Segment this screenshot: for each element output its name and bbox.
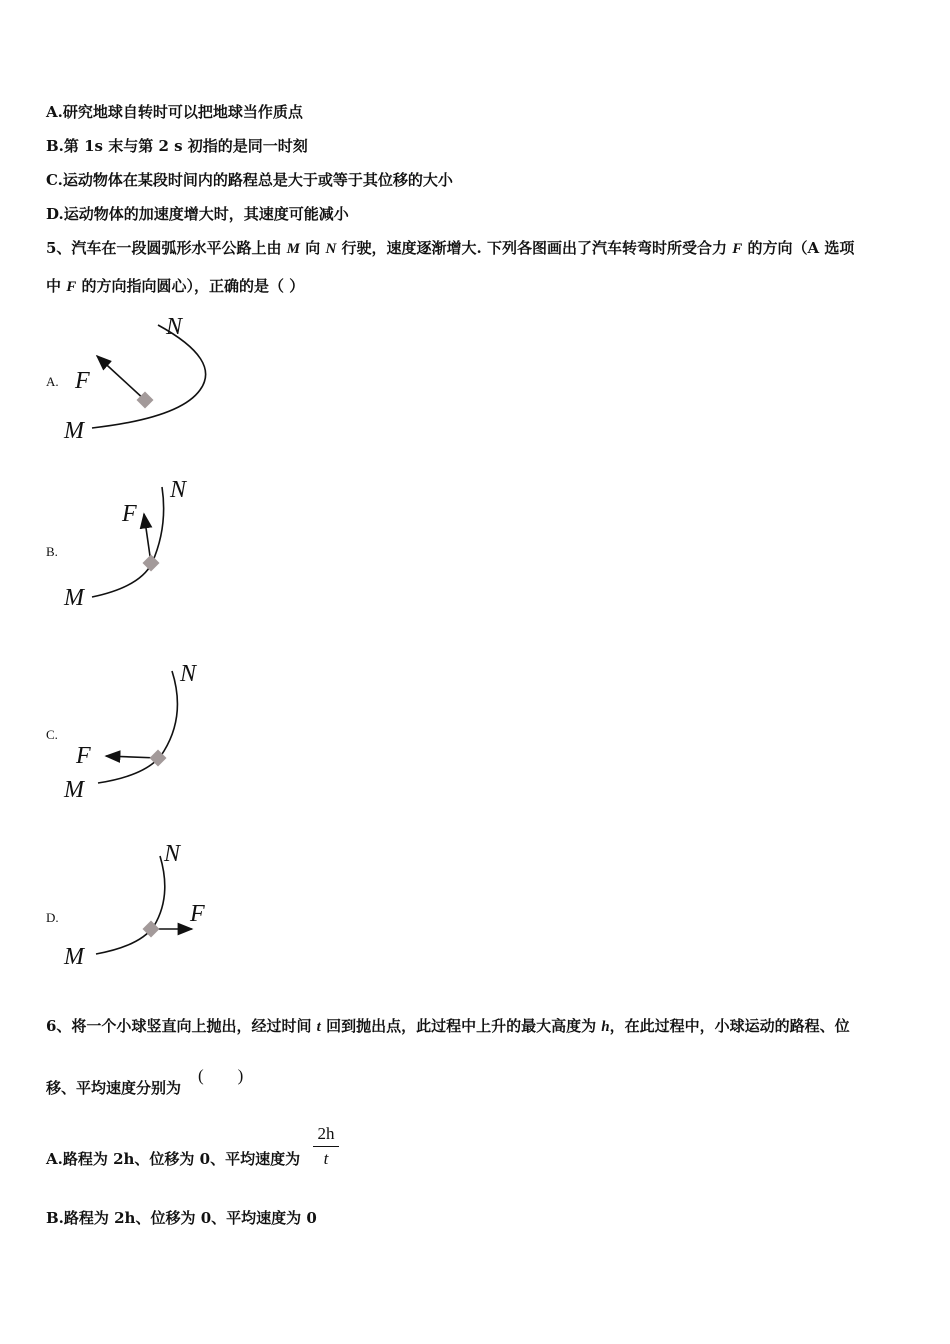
arc-path: [92, 325, 206, 428]
car-marker: [143, 555, 160, 572]
force-f-label: F: [76, 743, 91, 769]
q6-option-a: A.路程为 2h、位移为 0、平均速度为: [46, 1150, 301, 1168]
q5-var-f: F: [732, 241, 743, 257]
force-f-label: F: [190, 901, 205, 927]
q6-option-b: B.路程为 2h、位移为 0、平均速度为 0: [46, 1209, 317, 1227]
q4-option-c: C.运动物体在某段时间内的路程总是大于或等于其位移的大小: [46, 171, 453, 189]
q6-text: 回到抛出点，此过程中上升的最大高度为: [320, 1017, 602, 1035]
q4-option-d: D.运动物体的加速度增大时，其速度可能减小: [46, 205, 349, 223]
q5-text: 向: [300, 239, 326, 257]
fraction-denominator: t: [323, 1149, 329, 1168]
point-n-label: N: [166, 314, 183, 340]
figure-d-diagram: [60, 840, 220, 975]
q6-stem-line2: 移、平均速度分别为: [46, 1079, 182, 1097]
q6-text: 6、将一个小球竖直向上抛出，经过时间: [46, 1017, 317, 1035]
force-f-label: F: [122, 501, 137, 527]
point-m-label: M: [64, 585, 84, 611]
q5-text: 的方向指向圆心），正确的是（ ）: [76, 277, 305, 295]
point-n-label: N: [180, 661, 197, 687]
point-m-label: M: [64, 418, 84, 444]
point-n-label: N: [164, 841, 181, 867]
point-m-label: M: [64, 944, 84, 970]
figure-a-diagram: [60, 310, 220, 445]
q5-stem-line2: [46, 276, 304, 297]
q5-text: 行驶，速度逐渐增大. 下列各图画出了汽车转弯时所受合力: [336, 239, 733, 257]
q5-stem-line1: [46, 238, 854, 259]
q5-text: 中: [46, 277, 67, 295]
figure-a-label: A.: [46, 374, 59, 389]
q5-var-m: M: [286, 241, 301, 257]
q5-var-n: N: [325, 241, 337, 257]
q6-var-h: h: [601, 1019, 610, 1035]
figure-c-label: C.: [46, 727, 58, 742]
arc-path: [98, 671, 177, 783]
point-n-label: N: [170, 477, 187, 503]
arc-path: [96, 856, 165, 954]
force-f-label: F: [75, 368, 90, 394]
q6-text: ，在此过程中，小球运动的路程、位: [609, 1017, 850, 1035]
q4-option-b: B.第 1s 末与第 2 s 初指的是同一时刻: [46, 137, 308, 155]
fraction-numerator: 2h: [313, 1124, 339, 1147]
q6-stem-line1: [46, 1016, 850, 1037]
q4-option-a: A.研究地球自转时可以把地球当作质点: [46, 103, 303, 121]
q6-var-t: t: [316, 1019, 321, 1035]
figure-b-label: B.: [46, 544, 58, 559]
figure-c-diagram: [60, 655, 220, 805]
force-arrow: [97, 356, 146, 401]
figure-d-label: D.: [46, 910, 59, 925]
q6-answer-paren: ( ): [198, 1066, 244, 1085]
q5-var-f: F: [66, 279, 77, 295]
point-m-label: M: [64, 777, 84, 803]
q5-text: 的方向（A 选项: [742, 239, 855, 257]
average-velocity-fraction: [313, 1124, 339, 1169]
figure-b-diagram: [60, 475, 220, 610]
q5-text: 5、汽车在一段圆弧形水平公路上由: [46, 239, 287, 257]
